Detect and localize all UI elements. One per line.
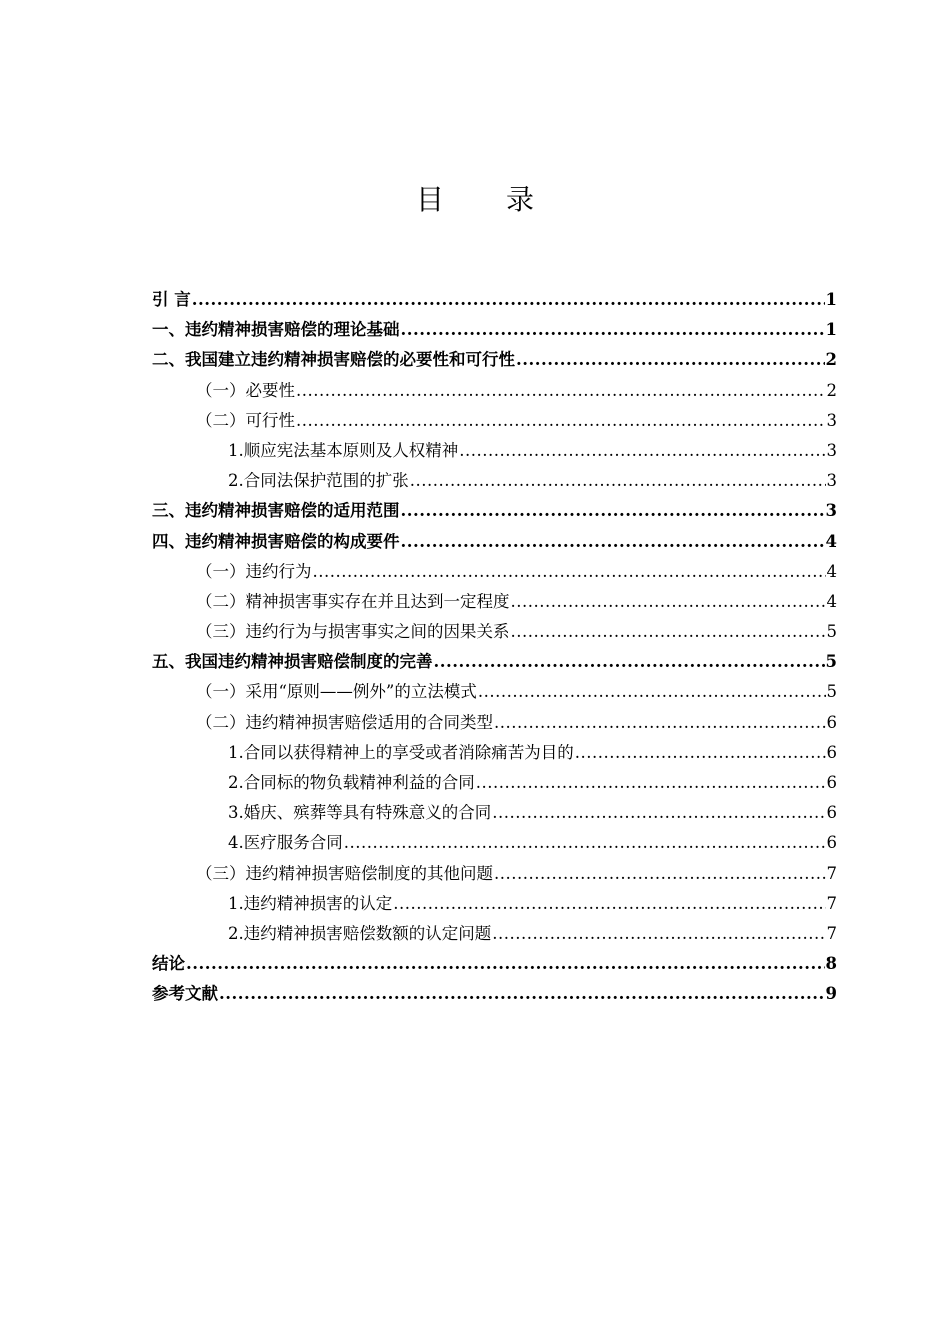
toc-entry-page-number: 2 — [825, 350, 837, 370]
toc-entry-page-number: 1 — [825, 290, 837, 309]
toc-dot-leader — [410, 466, 826, 496]
toc-entry-page-number: 5 — [826, 682, 837, 702]
toc-entry-page-number: 3 — [826, 471, 837, 491]
toc-dot-leader — [296, 406, 826, 436]
toc-entry[interactable] — [152, 557, 837, 587]
toc-entry-page-number: 5 — [825, 652, 837, 672]
toc-entry[interactable] — [152, 466, 837, 496]
toc-entry-page-number: 6 — [826, 833, 837, 853]
toc-entry-label: 3.婚庆、殡葬等具有特殊意义的合同 — [228, 803, 492, 823]
toc-dot-leader — [401, 496, 825, 526]
toc-dot-leader — [459, 436, 825, 466]
toc-entry[interactable] — [152, 647, 837, 677]
toc-entry[interactable] — [152, 889, 837, 919]
toc-entry[interactable] — [152, 345, 837, 375]
toc-entry-label: （三）违约精神损害赔偿制度的其他问题 — [196, 863, 493, 883]
toc-entry[interactable] — [152, 738, 837, 768]
toc-entry-page-number: 6 — [826, 803, 837, 823]
toc-entry[interactable] — [152, 315, 837, 345]
toc-dot-leader — [511, 617, 826, 647]
toc-entry-page-number: 9 — [825, 984, 837, 1004]
toc-entry[interactable] — [152, 798, 837, 828]
toc-dot-leader — [296, 376, 826, 406]
toc-entry-label: 引 言 — [152, 290, 191, 309]
toc-entry-label: 二、我国建立违约精神损害赔偿的必要性和可行性 — [152, 350, 515, 370]
page-title: 目录 — [415, 183, 596, 216]
toc-entry[interactable] — [152, 496, 837, 526]
toc-entry-page-number: 3 — [826, 410, 837, 430]
toc-entry-label: 参考文献 — [152, 984, 218, 1004]
toc-entry-page-number: 7 — [826, 893, 837, 913]
toc-entry[interactable] — [152, 949, 837, 979]
toc-entry-label: （一）采用“原则——例外”的立法模式 — [196, 682, 477, 702]
toc-entry-label: 2.合同法保护范围的扩张 — [228, 471, 409, 491]
toc-entry[interactable] — [152, 708, 837, 738]
toc-entry[interactable] — [152, 527, 837, 557]
toc-entry[interactable] — [152, 285, 837, 315]
toc-entry-label: （二）违约精神损害赔偿适用的合同类型 — [196, 712, 493, 732]
toc-entry-label: （三）违约行为与损害事实之间的因果关系 — [196, 622, 510, 642]
toc-entry-page-number: 5 — [826, 622, 837, 642]
toc-entry-label: （一）必要性 — [196, 380, 295, 400]
toc-entry-page-number: 8 — [825, 954, 837, 974]
toc-entry-page-number: 7 — [826, 923, 837, 943]
toc-entry-page-number: 3 — [826, 440, 837, 460]
toc-dot-leader — [494, 708, 826, 738]
toc-entry-label: 结论 — [152, 954, 185, 974]
table-of-contents — [152, 285, 837, 1010]
toc-dot-leader — [492, 919, 825, 949]
toc-entry-page-number: 6 — [826, 742, 837, 762]
toc-entry-page-number: 4 — [826, 561, 837, 581]
toc-entry-page-number: 4 — [826, 591, 837, 611]
toc-dot-leader — [313, 557, 826, 587]
toc-entry-page-number: 6 — [826, 712, 837, 732]
toc-entry-label: （二）可行性 — [196, 410, 295, 430]
toc-entry[interactable] — [152, 376, 837, 406]
toc-dot-leader — [401, 527, 825, 557]
toc-entry-label: 五、我国违约精神损害赔偿制度的完善 — [152, 652, 433, 672]
toc-entry-page-number: 1 — [825, 320, 837, 340]
toc-entry-label: 1.违约精神损害的认定 — [228, 893, 393, 913]
toc-entry-label: 2.合同标的物负载精神利益的合同 — [228, 773, 475, 792]
toc-entry[interactable] — [152, 587, 837, 617]
toc-entry-label: 四、违约精神损害赔偿的构成要件 — [152, 531, 400, 551]
toc-entry[interactable] — [152, 828, 837, 858]
toc-entry[interactable] — [152, 406, 837, 436]
toc-entry-page-number: 6 — [826, 773, 837, 792]
toc-dot-leader — [393, 889, 825, 919]
toc-entry-page-number: 2 — [826, 380, 837, 400]
toc-entry[interactable] — [152, 979, 837, 1009]
toc-dot-leader — [516, 345, 825, 375]
toc-dot-leader — [476, 768, 826, 798]
toc-entry[interactable] — [152, 677, 837, 707]
toc-dot-leader — [434, 647, 825, 677]
toc-entry-label: 1.合同以获得精神上的享受或者消除痛苦为目的 — [228, 742, 574, 762]
toc-entry-label: 三、违约精神损害赔偿的适用范围 — [152, 501, 400, 521]
toc-dot-leader — [478, 677, 826, 707]
toc-entry[interactable] — [152, 859, 837, 889]
toc-entry[interactable] — [152, 617, 837, 647]
toc-dot-leader — [401, 315, 825, 345]
toc-entry-label: （一）违约行为 — [196, 561, 312, 581]
toc-dot-leader — [511, 587, 826, 617]
toc-entry-page-number: 4 — [825, 531, 837, 551]
toc-dot-leader — [492, 798, 825, 828]
toc-dot-leader — [219, 979, 825, 1009]
toc-entry-page-number: 3 — [825, 501, 837, 521]
toc-entry[interactable] — [152, 768, 837, 798]
toc-dot-leader — [344, 828, 826, 858]
toc-dot-leader — [575, 738, 826, 768]
toc-entry-label: 4.医疗服务合同 — [228, 833, 343, 853]
toc-dot-leader — [494, 859, 826, 889]
toc-dot-leader — [186, 949, 825, 979]
toc-entry-label: 2.违约精神损害赔偿数额的认定问题 — [228, 923, 492, 943]
toc-entry[interactable] — [152, 919, 837, 949]
toc-entry-label: （二）精神损害事实存在并且达到一定程度 — [196, 591, 510, 611]
toc-entry-label: 1.顺应宪法基本原则及人权精神 — [228, 440, 459, 460]
toc-entry-page-number: 7 — [826, 863, 837, 883]
toc-entry-label: 一、违约精神损害赔偿的理论基础 — [152, 320, 400, 340]
toc-dot-leader — [192, 285, 825, 315]
toc-entry[interactable] — [152, 436, 837, 466]
